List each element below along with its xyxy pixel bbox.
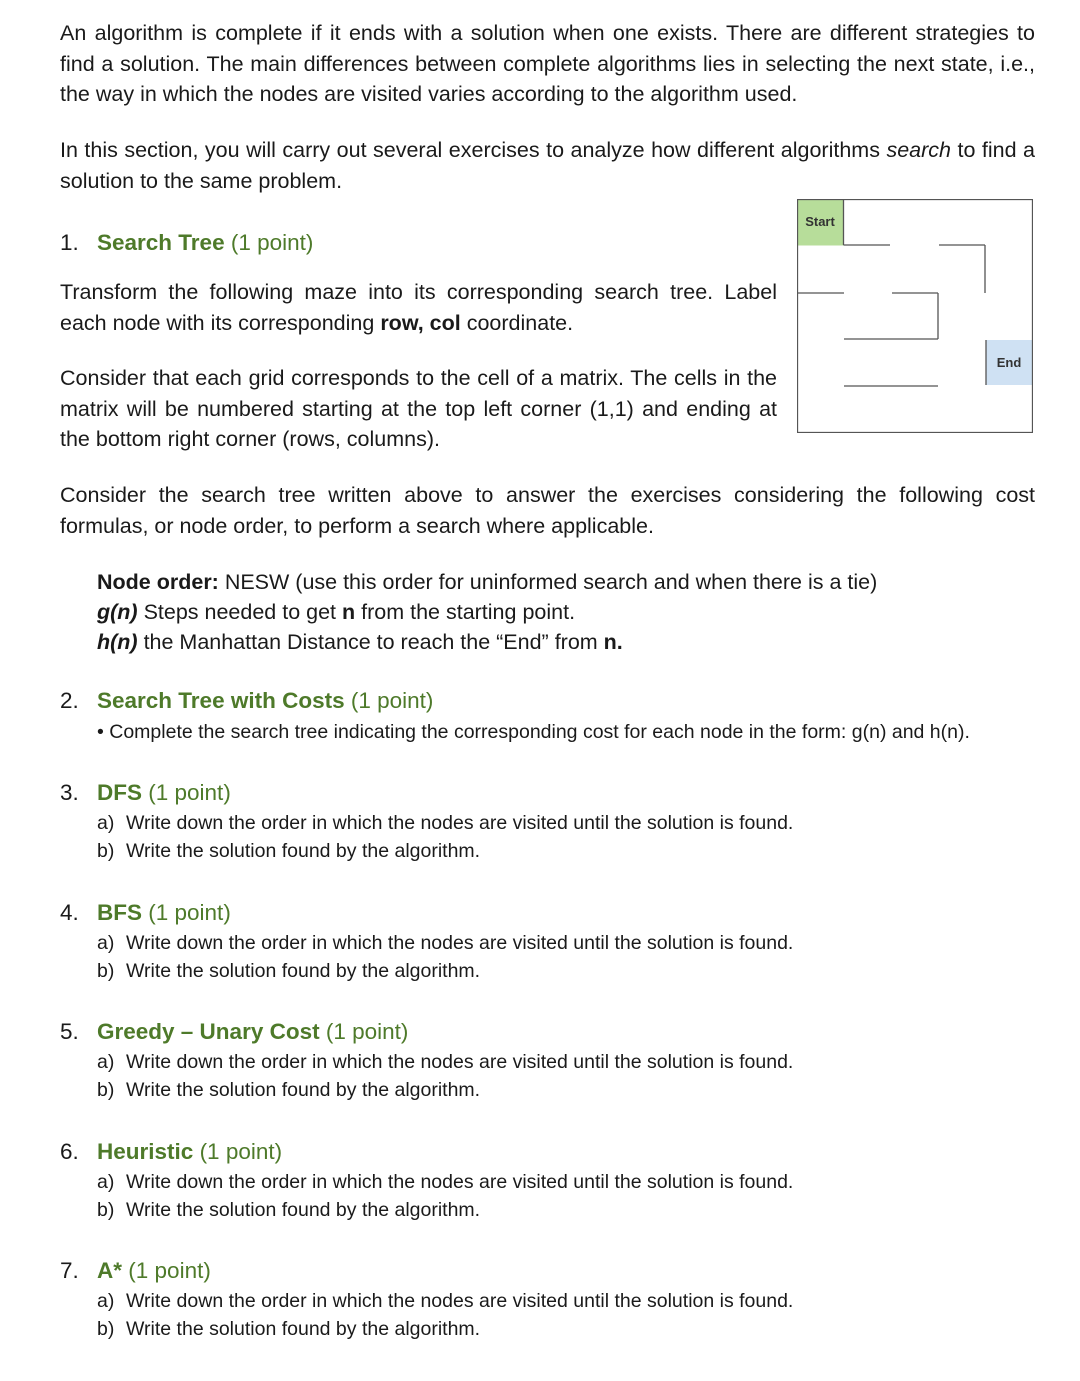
exercise-number: 2.	[60, 688, 79, 713]
item-text: Write down the order in which the nodes are visited until the solution is found.	[126, 1171, 794, 1193]
exercise-title: Heuristic	[97, 1139, 194, 1164]
exercise-1-heading	[60, 228, 313, 258]
exercise-item-a	[97, 809, 793, 837]
item-text: Write down the order in which the nodes are visited until the solution is found.	[126, 1051, 794, 1073]
item-label: a)	[97, 1051, 115, 1073]
ex1-text-tail: coordinate.	[460, 310, 574, 335]
exercise-item-a	[97, 929, 793, 957]
g-text: Steps needed to get	[137, 600, 343, 624]
h-text: the Manhattan Distance to reach the “End” from	[137, 630, 604, 654]
exercise-2-bullet	[97, 718, 970, 746]
item-text: Write the solution found by the algorithm.	[126, 1199, 481, 1221]
item-text: Write down the order in which the nodes are visited until the solution is found.	[126, 932, 794, 954]
h-text-n: n.	[603, 630, 623, 654]
exercise-number: 3.	[60, 780, 79, 805]
intro-paragraph-2	[60, 135, 1035, 196]
exercise-heading	[60, 1256, 211, 1286]
item-label: a)	[97, 1171, 115, 1193]
item-label: b)	[97, 840, 115, 862]
g-cost-line	[97, 597, 575, 628]
ex1-text-part: Transform the following maze into its corresponding search tree. Label each node with its corresponding	[60, 280, 777, 335]
exercise-points: (1 point)	[350, 688, 434, 713]
exercise-number: 4.	[60, 900, 79, 925]
exercise-points: (1 point)	[199, 1139, 283, 1164]
intro-paragraph-1: An algorithm is complete if it ends with a solution when one exists. There are different strategies to find a solution. The main differences between complete algorithms lies in selecting the next state, i.e., the way in which the nodes are visited varies according to the algorithm used.	[60, 21, 1035, 106]
exercise-1-text	[60, 277, 777, 338]
intro-p2-text: In this section, you will carry out several exercises to analyze how different algorithms	[60, 138, 887, 162]
item-label: b)	[97, 1199, 115, 1221]
exercise-item-b	[97, 1076, 480, 1104]
exercise-number: 1.	[60, 230, 79, 255]
item-label: a)	[97, 1290, 115, 1312]
exercise-item-a	[97, 1168, 793, 1196]
node-order-text: NESW (use this order for uninformed search and when there is a tie)	[218, 570, 878, 594]
item-text: Write the solution found by the algorithm.	[126, 960, 481, 982]
item-text: Write the solution found by the algorithm.	[126, 1318, 481, 1340]
exercise-item-a	[97, 1287, 793, 1315]
item-text: Write down the order in which the nodes are visited until the solution is found.	[126, 1290, 794, 1312]
exercise-title: BFS	[97, 900, 142, 925]
exercise-title: A*	[97, 1258, 123, 1283]
intro-p2-tail: to find a solution to the same problem.	[60, 138, 1035, 193]
g-text-n: n	[342, 600, 356, 624]
exercise-number: 5.	[60, 1019, 79, 1044]
node-order-line	[97, 567, 877, 598]
item-text: Write the solution found by the algorithm.	[126, 1079, 481, 1101]
item-text: Write down the order in which the nodes are visited until the solution is found.	[126, 812, 794, 834]
item-label: b)	[97, 1318, 115, 1340]
exercise-title: Search Tree with Costs	[97, 688, 345, 713]
item-label: b)	[97, 1079, 115, 1101]
item-label: a)	[97, 812, 115, 834]
exercise-item-b	[97, 1196, 480, 1224]
exercise-number: 7.	[60, 1258, 79, 1283]
g-text-tail: from the starting point.	[355, 600, 576, 624]
exercise-title: Greedy – Unary Cost	[97, 1019, 320, 1044]
item-label: b)	[97, 960, 115, 982]
exercise-1-matrix-text: Consider that each grid corresponds to the cell of a matrix. The cells in the matrix will be numbered starting at the top left corner (1,1) and ending at the bottom right corner (rows, columns).	[60, 366, 777, 451]
exercise-heading	[60, 1137, 282, 1167]
exercise-points: (1 point)	[148, 900, 231, 925]
start-label: Start	[805, 214, 835, 229]
h-label: h(n)	[97, 630, 138, 654]
bullet-icon: •	[97, 721, 104, 743]
exercise-points: (1 point)	[325, 1019, 409, 1044]
exercise-item-b	[97, 837, 480, 865]
exercise-heading	[60, 1017, 408, 1047]
ex1-text-bold: row, col	[380, 310, 461, 335]
exercise-title: Search Tree	[97, 230, 225, 255]
exercise-title: DFS	[97, 780, 142, 805]
exercise-heading	[60, 778, 231, 808]
exercise-2-heading	[60, 686, 433, 716]
item-label: a)	[97, 932, 115, 954]
consider-paragraph: Consider the search tree written above to answer the exercises considering the following cost formulas, or node order, to perform a search where applicable.	[60, 483, 1035, 538]
g-label: g(n)	[97, 600, 138, 624]
intro-p2-emphasis: search	[886, 138, 951, 162]
exercise-number: 6.	[60, 1139, 79, 1164]
exercise-heading	[60, 898, 231, 928]
exercise-points: (1 point)	[148, 780, 231, 805]
exercise-points: (1 point)	[230, 230, 314, 255]
exercise-item-b	[97, 1315, 480, 1343]
end-label: End	[996, 355, 1022, 370]
maze-diagram	[797, 199, 1033, 433]
item-text: Write the solution found by the algorithm.	[126, 840, 481, 862]
exercise-points: (1 point)	[128, 1258, 211, 1283]
h-cost-line	[97, 627, 623, 658]
node-order-label: Node order:	[97, 570, 219, 594]
exercise-item-a	[97, 1048, 793, 1076]
exercise-2-bullet-text: Complete the search tree indicating the corresponding cost for each node in the form: g(n) and h(n).	[109, 721, 970, 743]
exercise-item-b	[97, 957, 480, 985]
